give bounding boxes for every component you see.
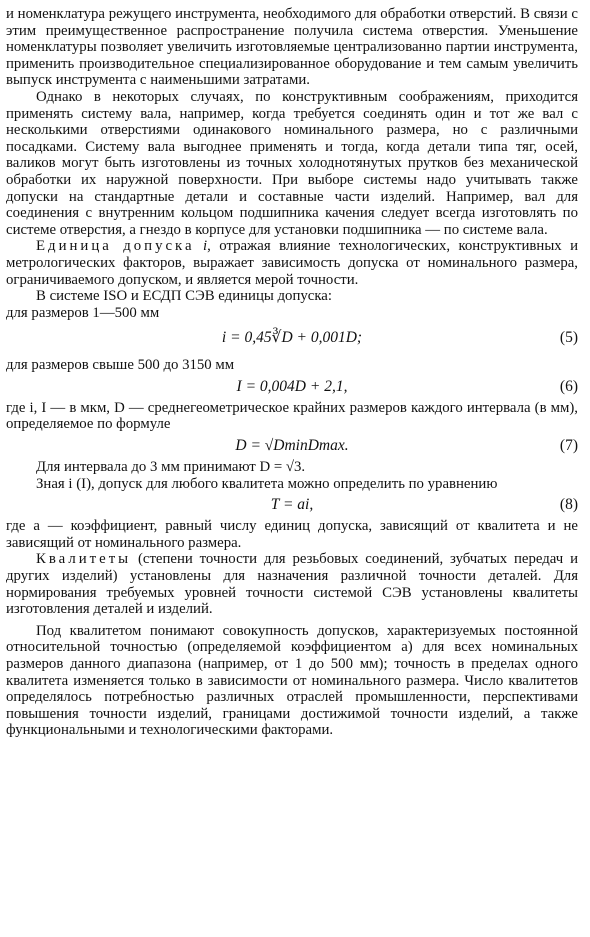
formula-7-expression: D = √DminDmax. (235, 437, 349, 455)
formula-6-number: (6) (559, 377, 578, 395)
symbol-i: i (203, 238, 208, 255)
paragraph-tolerance-unit (6, 238, 578, 288)
formula-7-number: (7) (559, 437, 578, 455)
paragraph-range-1-500: для размеров 1—500 мм (6, 304, 160, 321)
formula-5-expression: i = 0,45∛D + 0,001D; (221, 329, 363, 347)
paragraph-range-500-3150: для размеров свыше 500 до 3150 мм (6, 357, 235, 374)
paragraph-interval-3mm: Для интервала до 3 мм принимают D = √3. (36, 459, 306, 476)
formula-8 (6, 492, 578, 518)
formula-6-expression: I = 0,004D + 2,1, (236, 377, 348, 395)
qualities-text: (степени точности для резьбовых соединений, зубчатых передач и других изделий) установлены для назначения различной точности деталей. Для нормирования требуемых уровней точности системой СЭВ установлены квалитеты изготовления деталей и изделий. (6, 551, 578, 618)
paragraph-definitions: где i, I — в мкм, D — среднегеометрическое крайних размеров каждого интервала (в мм), определяемое по формуле (6, 399, 578, 433)
paragraph-shaft-system: Однако в некоторых случаях, по конструктивным соображениям, приходится применять систему вала, например, когда требуется соединять один и тот же вал с несколькими отверстиями одинакового номинального размера, но с различными посадками. Систему вала выгоднее применять и тогда, когда детали типа тяг, осей, валиков могут быть изготовлены из точных холоднотянутых прутков без механической обработки их наружной поверхности. При выборе системы надо учитывать также допуски на стандартные детали и составные части изделий. Например, вал для соединения с внутренним кольцом подшипника качения следует всегда изготовлять по системе отверстия, а гнездо в корпусе для установки подшипника — по системе вала. (6, 88, 578, 238)
term-qualities: Квалитеты (36, 551, 132, 568)
paragraph-quality-definition: Под квалитетом понимают совокупность допусков, характеризуемых постоянной относительной точностью (определяемой коэффициентом a) для всех номинальных размеров данного диапазона (например, от 1 до 500 мм); точность в пределах одного квалитета изменяется только в зависимости от номинального размера. Число квалитетов определялось потребностью различных отраслей промышленности, перспективами повышения точности изделий, границами достижимой точности изделий, а также функциональными и технологическими факторами. (6, 622, 578, 739)
formula-6 (6, 374, 578, 400)
paragraph-iso-system: В системе ISO и ЕСДП СЭВ единицы допуска: (36, 288, 332, 305)
formula-8-number: (8) (559, 496, 578, 514)
tolerance-unit-text: , отражая влияние технологических, конструктивных и метрологических факторов, выражает зависимость допуска от номинального размера, ограничиваемого допуском, и является мерой точности. (6, 238, 579, 288)
formula-5 (6, 325, 578, 351)
paragraph-qualities (6, 551, 578, 617)
formula-8-expression: T = ai, (270, 496, 314, 514)
formula-5-number: (5) (559, 329, 578, 347)
paragraph-knowing-i: Зная i (I), допуск для любого квалитета можно определить по уравнению (36, 475, 498, 492)
term-tolerance-unit: Единица допуска (36, 238, 195, 255)
paragraph-coefficient-a: где a — коэффициент, равный числу единиц допуска, зависящий от квалитета и не зависящий от номинального размера. (6, 518, 578, 551)
formula-7 (6, 433, 578, 459)
paragraph-nomenclature: и номенклатура режущего инструмента, необходимого для обработки отверстий. В связи с этим преимущественное распространение получила система отверстия. Уменьшение номенклатуры позволяет увеличить изготовляемые централизованно партии инструмента, применить производительное специализированное оборудование и тем самым увеличить выпуск инструмента с наименьшими затратами. (6, 6, 578, 89)
